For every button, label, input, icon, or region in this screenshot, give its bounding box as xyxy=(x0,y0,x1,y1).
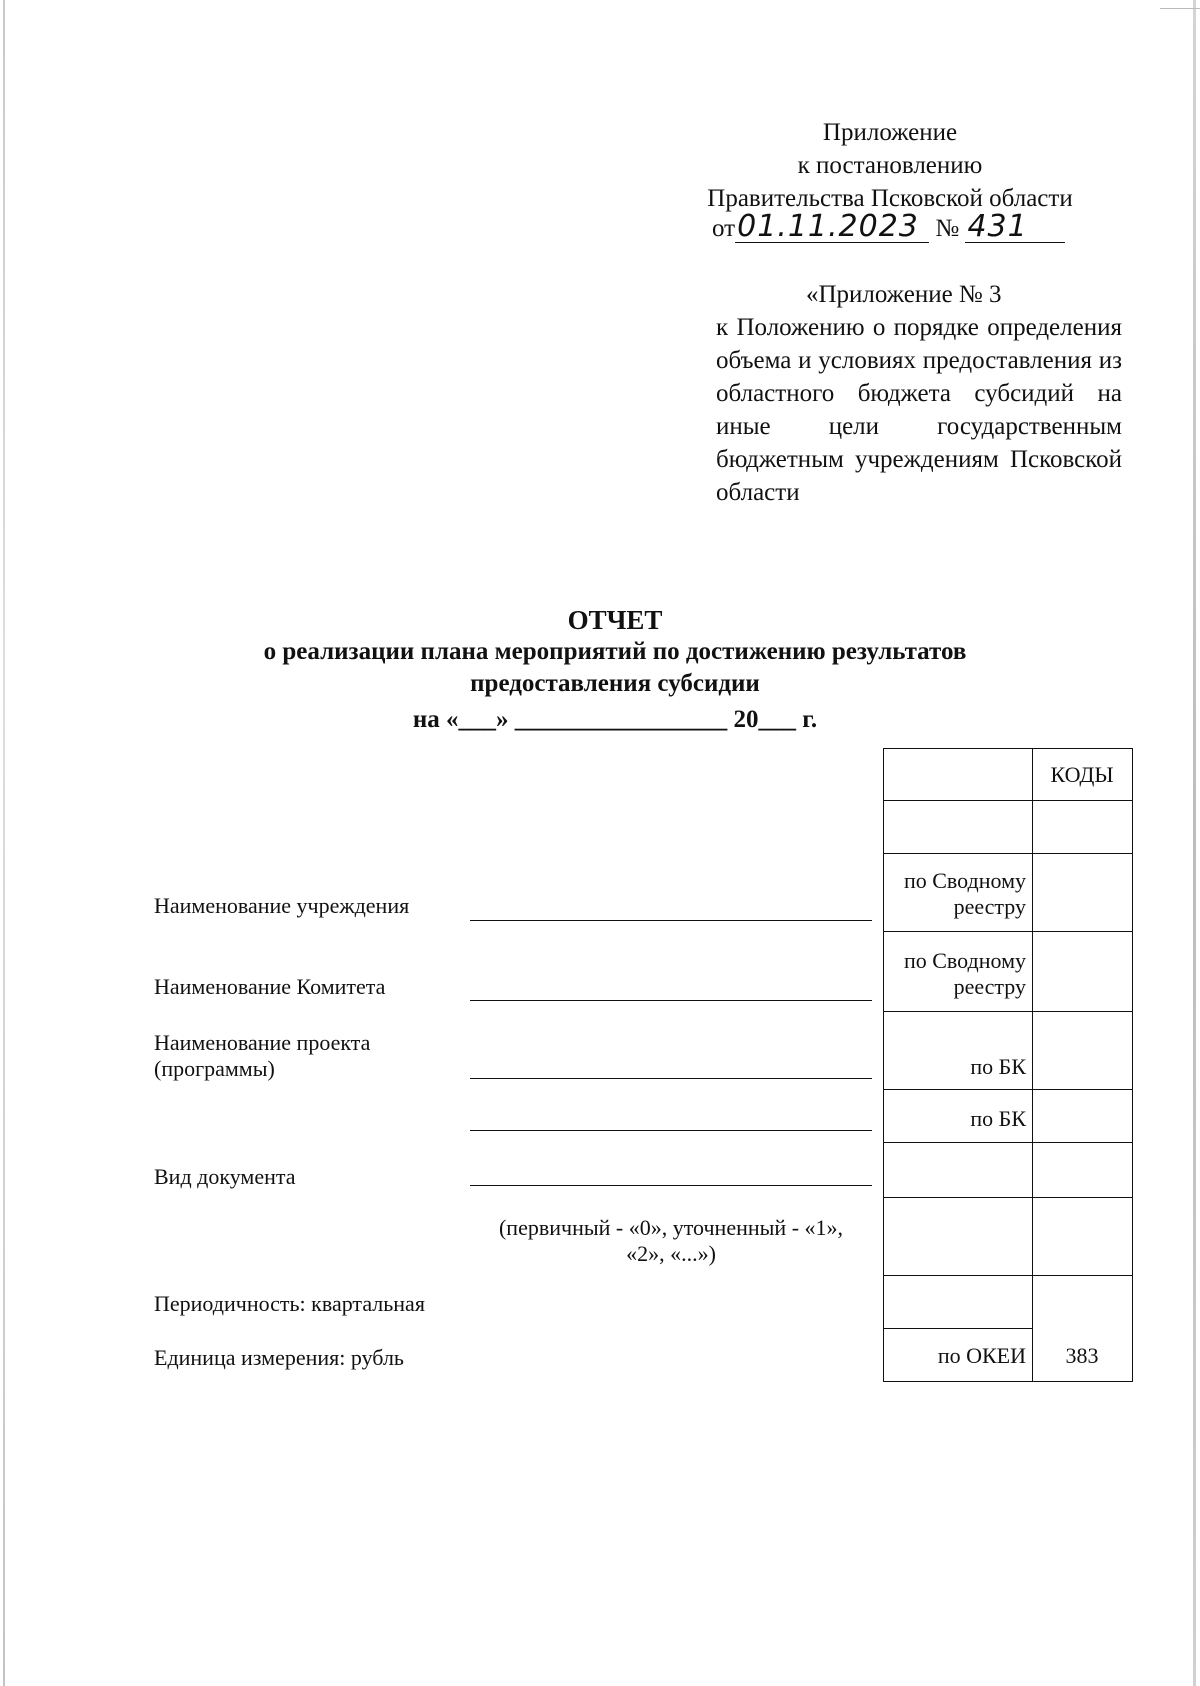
codes-border-top xyxy=(883,748,1133,749)
from-label: от xyxy=(712,215,736,242)
codes-bk-2: по БК xyxy=(970,1106,1026,1131)
codes-row-sep xyxy=(883,1275,1133,1276)
approval-signature-line xyxy=(712,209,1072,245)
codes-row-sep xyxy=(883,1011,1133,1012)
label-doc-type: Вид документа xyxy=(154,1164,296,1189)
doc-type-hint xyxy=(470,1215,872,1267)
annex-body: к Положению о порядке определения объема и условиях предоставления из областного бюджета субсидий на иные цели государственным бюджетным учреждениям Псковской области xyxy=(716,314,1122,506)
codes-border-left xyxy=(883,748,884,1382)
doc-type-hint-line-2: «2», «...») xyxy=(626,1241,716,1266)
scan-edge-left xyxy=(3,0,5,1686)
project-fill-line[interactable] xyxy=(470,1078,872,1079)
report-date-line: на «___» _________________ 20___ г. xyxy=(412,706,818,733)
codes-row-sep xyxy=(883,931,1133,932)
codes-border-right xyxy=(1132,748,1133,1382)
codes-bk-1: по БК xyxy=(970,1054,1026,1079)
doc-type-fill-line[interactable] xyxy=(470,1185,872,1186)
codes-registry-1 xyxy=(887,868,1026,920)
scan-edge-corner xyxy=(1160,0,1200,9)
codes-registry-1-line-2: реестру xyxy=(953,894,1026,919)
label-institution: Наименование учреждения xyxy=(154,893,410,918)
codes-row-sep xyxy=(883,1089,1133,1090)
doc-type-hint-line-1: (первичный - «0», уточненный - «1», xyxy=(498,1215,844,1240)
codes-divider xyxy=(1032,748,1033,1382)
codes-okei-value: 383 xyxy=(1065,1343,1099,1368)
institution-fill-line[interactable] xyxy=(470,920,872,921)
scan-edge-right xyxy=(1193,0,1196,1686)
report-subtitle-line-1: о реализации плана мероприятий по достижению результатов xyxy=(263,638,967,665)
approval-line-3: Правительства Псковской области xyxy=(707,185,1073,212)
report-subtitle xyxy=(0,636,1200,700)
label-committee: Наименование Комитета xyxy=(154,974,386,999)
number-label: № xyxy=(935,215,960,242)
report-title: ОТЧЕТ xyxy=(567,605,663,635)
codes-okei-label: по ОКЕИ xyxy=(937,1343,1026,1368)
handwritten-date: 01.11.2023 xyxy=(735,212,929,243)
codes-registry-1-line-1: по Сводному xyxy=(903,868,1026,893)
label-unit: Единица измерения: рубль xyxy=(154,1345,404,1370)
report-subtitle-line-2: предоставления субсидии xyxy=(470,670,760,697)
annex-title: «Приложение № 3 xyxy=(806,281,1002,308)
codes-border-bottom xyxy=(883,1381,1133,1382)
committee-fill-line[interactable] xyxy=(470,1000,872,1001)
approval-line-2: к постановлению xyxy=(797,152,983,179)
approval-line-1: Приложение xyxy=(822,119,958,146)
codes-row-sep xyxy=(883,1328,1033,1329)
label-project-line-1: Наименование проекта xyxy=(154,1030,371,1055)
handwritten-number: 431 xyxy=(965,212,1065,243)
label-periodicity: Периодичность: квартальная xyxy=(154,1291,425,1316)
codes-row-sep xyxy=(883,1197,1133,1198)
codes-row-sep xyxy=(883,1142,1133,1143)
codes-header: КОДЫ xyxy=(1050,762,1114,787)
codes-row-sep xyxy=(883,800,1133,801)
codes-table xyxy=(883,748,1133,1382)
codes-registry-2-line-1: по Сводному xyxy=(903,948,1026,973)
codes-registry-2-line-2: реестру xyxy=(953,974,1026,999)
approval-block xyxy=(680,116,1100,215)
extra-fill-line[interactable] xyxy=(470,1130,872,1131)
label-project-line-2: (программы) xyxy=(154,1056,275,1081)
codes-registry-2 xyxy=(887,948,1026,1000)
codes-row-sep xyxy=(883,853,1133,854)
